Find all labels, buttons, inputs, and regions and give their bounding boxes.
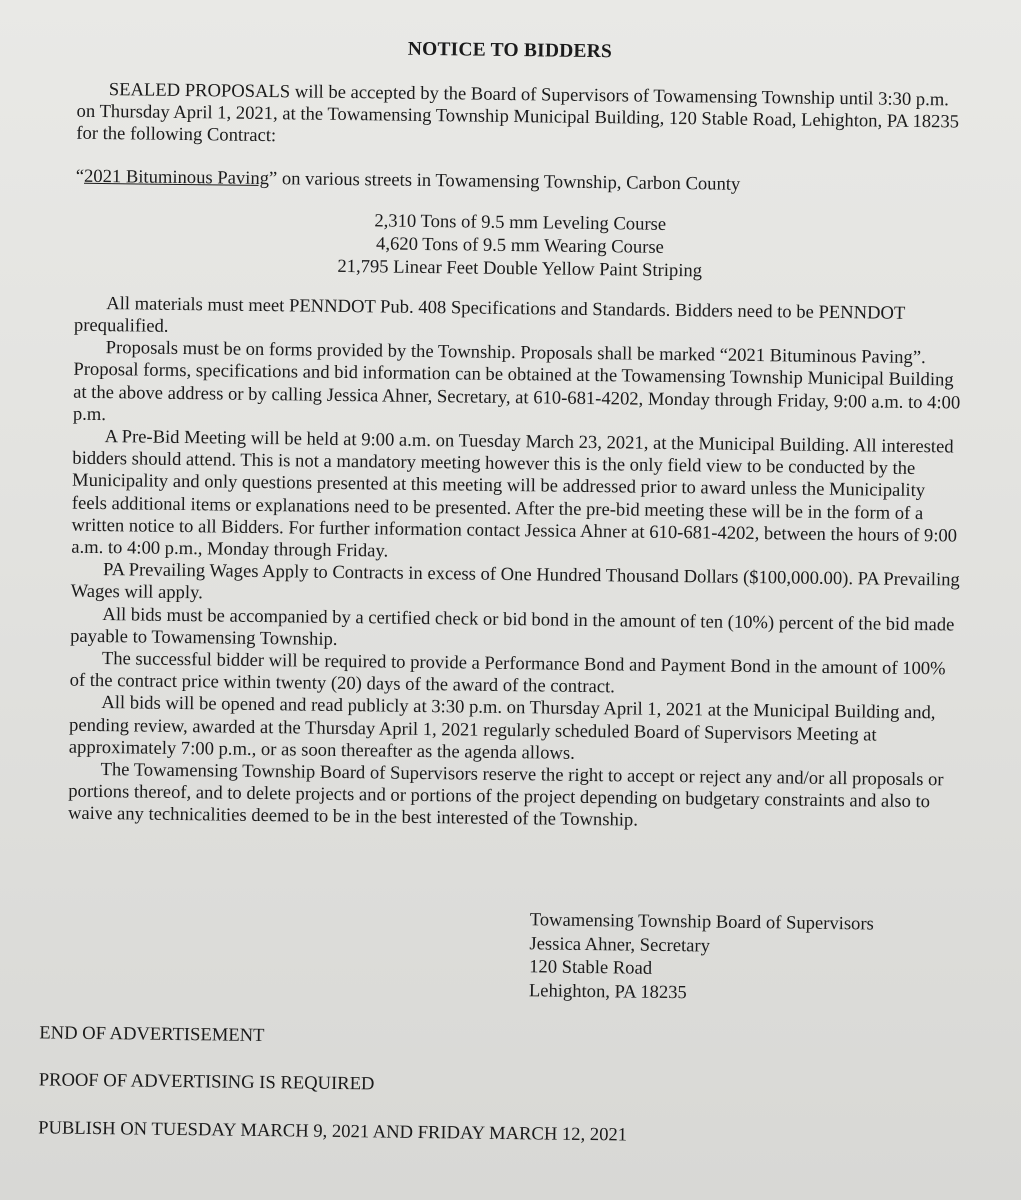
contract-item: 21,795 Linear Feet Double Yellow Paint Striping (337, 255, 703, 282)
intro-paragraph: SEALED PROPOSALS will be accepted by the Board of Supervisors of Towamensing Township until 3:30 p.m. on Thursday April 1, 2021, at the Towamensing Township Municipal Building, 120 Stable Road, Lehighton, PA 18235 for the following Contract: (76, 79, 960, 147)
materials-paragraph: All materials must meet PENNDOT Pub. 408 Specifications and Standards. Bidders need to be PENNDOT prequalified. (73, 292, 906, 337)
contract-line (76, 165, 966, 198)
signature-line: Lehighton, PA 18235 (528, 979, 687, 1003)
signature-line: Towamensing Township Board of Supervisors (529, 909, 874, 935)
contract-item: 2,310 Tons of 9.5 mm Leveling Course (374, 210, 667, 235)
contract-items (75, 206, 966, 286)
end-of-advertisement: END OF ADVERTISEMENT (39, 1022, 265, 1047)
signature-line: 120 Stable Road (529, 956, 653, 979)
notice-body (68, 79, 967, 837)
prevailing-wages-paragraph: PA Prevailing Wages Apply to Contracts in excess of One Hundred Thousand Dollars ($100,000.00). PA Prevailing Wages will apply. (70, 559, 960, 604)
proposal-forms-paragraph: Proposals must be on forms provided by the Township. Proposals shall be marked “2021 Bituminous Paving”. Proposal forms, specifications and bid information can be obtained at the Towamensing Township Municipal Building at the above address or by calling Jessica Ahner, Secretary, at 610-681-4202, Monday through Friday, 9:00 a.m. to 4:00 p.m. (72, 337, 961, 425)
bid-opening-paragraph: All bids will be opened and read publicly at 3:30 p.m. on Thursday April 1, 2021 at the Municipal Building and, pending review, awarded at the Thursday April 1, 2021 regularly scheduled Board of Supervisors Meeting at approximately 7:00 p.m., or as soon thereafter as the agenda allows. (68, 692, 936, 764)
pre-bid-meeting-paragraph: A Pre-Bid Meeting will be held at 9:00 a.m. on Tuesday March 23, 2021, at the Municipal Building. All interested bidders should attend. This is not a mandatory meeting however this is the only field view to be conducted by the Municipality and only questions presented at this meeting will be addressed prior to award unless the Municipality feels additional items or explanations need to be presented. After the pre-bid meeting these will be in the form of a written notice to all Bidders. For further information contact Jessica Ahner at 610-681-4202, between the hours of 9:00 a.m. to 4:00 p.m., Monday through Friday. (71, 426, 958, 562)
signature-block (529, 908, 874, 1006)
contract-item: 4,620 Tons of 9.5 mm Wearing Course (375, 233, 665, 258)
rights-reserved-paragraph: The Towamensing Township Board of Supervisors reserve the right to accept or reject any and/or all proposals or portions thereof, and to delete projects and or portions of the project depending on budgetary constraints and also to waive any technicalities deemed to be in the best interested of the Township. (67, 759, 944, 832)
contract-description: ” on various streets in Towamensing Township, Carbon County (268, 167, 741, 195)
signature-line: Jessica Ahner, Secretary (529, 932, 711, 957)
proof-of-advertising: PROOF OF ADVERTISING IS REQUIRED (38, 1069, 375, 1095)
bid-bond-paragraph: All bids must be accompanied by a certified check or bid bond in the amount of ten (10%) percent of the bid made payable to Towamensing Township. (70, 603, 955, 650)
notice-title: NOTICE TO BIDDERS (407, 38, 613, 63)
contract-open-quote: “ (75, 165, 85, 187)
performance-bond-paragraph: The successful bidder will be required to provide a Performance Bond and Payment Bond in the amount of 100% of the contract price within twenty (20) days of the award of the contract. (69, 648, 946, 698)
contract-name: 2021 Bituminous Paving (83, 165, 270, 189)
publish-dates: PUBLISH ON TUESDAY MARCH 9, 2021 AND FRIDAY MARCH 12, 2021 (38, 1117, 628, 1146)
